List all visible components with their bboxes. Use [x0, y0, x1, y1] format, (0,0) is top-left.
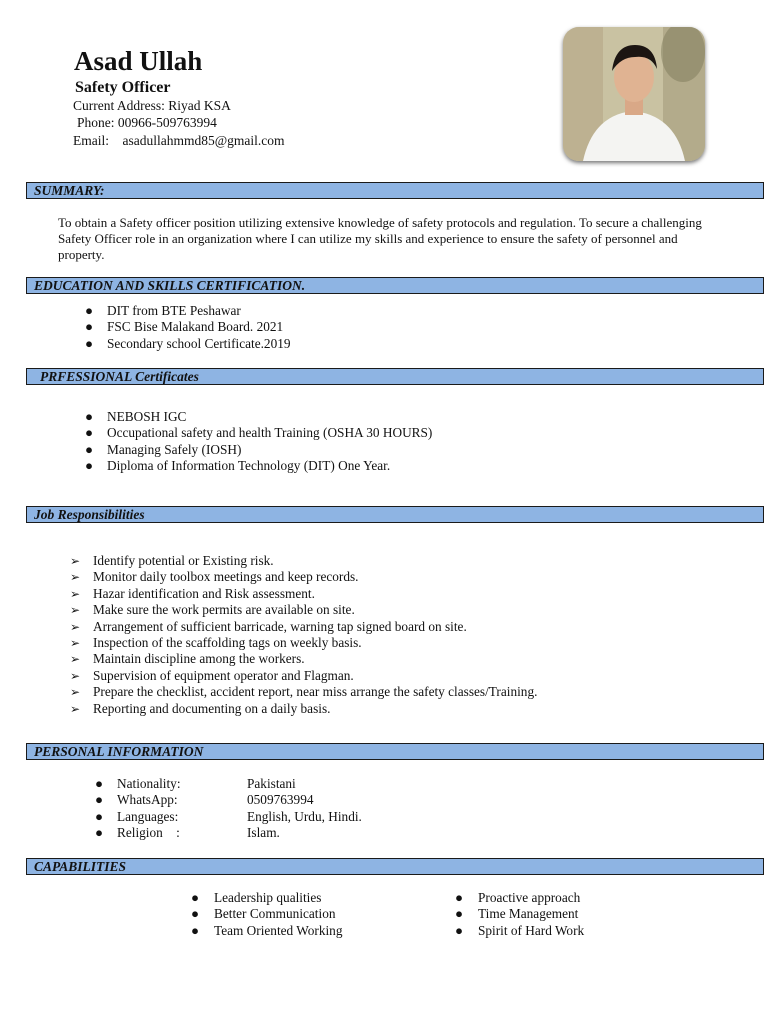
responsibilities-heading: Job Responsibilities: [26, 506, 764, 523]
disc-bullet-icon: ●: [85, 425, 94, 441]
disc-bullet-icon: ●: [85, 303, 94, 318]
list-item: ➢ Identify potential or Existing risk.: [70, 553, 274, 568]
phone: Phone: 00966-509763994: [77, 115, 217, 130]
responsibilities-list: [70, 553, 537, 717]
arrow-bullet-icon: ➢: [70, 636, 81, 651]
list-item: ● Time Management: [455, 906, 579, 922]
disc-bullet-icon: ●: [455, 922, 464, 938]
list-item: ➢ Arrangement of sufficient barricade, warning tap signed board on site.: [70, 618, 467, 634]
list-item: ● Better Communication: [191, 906, 336, 922]
capabilities-list-right: [455, 890, 584, 939]
list-item: ● Leadership qualities: [191, 890, 322, 905]
arrow-bullet-icon: ➢: [70, 570, 81, 585]
certificates-heading: PRFESSIONAL Certificates: [26, 368, 764, 385]
email-value: asadullahmmd85@gmail.com: [122, 133, 285, 148]
list-item: ● Nationality: Pakistani: [95, 776, 296, 791]
disc-bullet-icon: ●: [455, 906, 464, 922]
list-item: ● NEBOSH IGC: [85, 409, 187, 424]
education-list: [79, 303, 291, 352]
list-item: ● Religion : Islam.: [95, 825, 280, 841]
list-item: ● Occupational safety and health Training (OSHA 30 HOURS): [85, 425, 433, 441]
list-item: ➢ Make sure the work permits are available on site.: [70, 602, 355, 618]
list-item: ● FSC Bise Malakand Board. 2021: [85, 319, 284, 335]
list-item: ➢ Hazar identification and Risk assessment.: [70, 585, 315, 601]
summary-heading: SUMMARY:: [26, 182, 764, 199]
capabilities-heading: CAPABILITIES: [26, 858, 764, 875]
capabilities-list-left: [191, 890, 342, 939]
list-item: ● Managing Safely (IOSH): [85, 441, 242, 457]
disc-bullet-icon: ●: [95, 825, 104, 841]
personal-list: [89, 776, 362, 842]
job-title: Safety Officer: [75, 79, 171, 96]
list-item: ➢ Reporting and documenting on a daily basis.: [70, 700, 331, 716]
arrow-bullet-icon: ➢: [70, 603, 81, 618]
list-item: ● Proactive approach: [455, 890, 581, 905]
arrow-bullet-icon: ➢: [70, 619, 81, 634]
disc-bullet-icon: ●: [95, 776, 104, 791]
disc-bullet-icon: ●: [455, 890, 464, 905]
arrow-bullet-icon: ➢: [70, 668, 81, 683]
list-item: ● Team Oriented Working: [191, 922, 343, 938]
list-item: ➢ Inspection of the scaffolding tags on weekly basis.: [70, 635, 362, 651]
disc-bullet-icon: ●: [85, 335, 94, 351]
list-item: ➢ Monitor daily toolbox meetings and keep records.: [70, 569, 359, 585]
arrow-bullet-icon: ➢: [70, 701, 81, 716]
disc-bullet-icon: ●: [95, 808, 104, 824]
disc-bullet-icon: ●: [191, 922, 200, 938]
email-label: Email:: [73, 133, 109, 148]
list-item: ● DIT from BTE Peshawar: [85, 303, 241, 318]
certificates-list: [79, 409, 432, 475]
arrow-bullet-icon: ➢: [70, 586, 81, 601]
arrow-bullet-icon: ➢: [70, 685, 81, 700]
disc-bullet-icon: ●: [95, 792, 104, 808]
list-item: ➢ Supervision of equipment operator and Flagman.: [70, 667, 354, 683]
list-item: ● Languages: English, Urdu, Hindi.: [95, 808, 362, 824]
list-item: ➢ Maintain discipline among the workers.: [70, 651, 305, 667]
disc-bullet-icon: ●: [85, 441, 94, 457]
summary-text: To obtain a Safety officer position utilizing extensive knowledge of safety protocols and regulation. To secure a challenging Safety Officer role in an organization where I can utilize my skills and experience to ensure the safety of personnel and property.: [58, 215, 702, 262]
candidate-name: Asad Ullah: [74, 46, 203, 76]
personal-heading: PERSONAL INFORMATION: [26, 743, 764, 760]
disc-bullet-icon: ●: [85, 458, 94, 474]
list-item: ● Secondary school Certificate.2019: [85, 335, 291, 351]
disc-bullet-icon: ●: [85, 409, 94, 424]
list-item: ➢ Prepare the checklist, accident report, near miss arrange the safety classes/Training.: [70, 684, 538, 700]
disc-bullet-icon: ●: [191, 906, 200, 922]
disc-bullet-icon: ●: [191, 890, 200, 905]
list-item: ● WhatsApp: 0509763994: [95, 792, 314, 808]
profile-photo: [563, 27, 705, 161]
email-row: [73, 133, 285, 149]
arrow-bullet-icon: ➢: [70, 554, 81, 568]
list-item: ● Spirit of Hard Work: [455, 922, 585, 938]
education-heading: EDUCATION AND SKILLS CERTIFICATION.: [26, 277, 764, 294]
arrow-bullet-icon: ➢: [70, 652, 81, 667]
disc-bullet-icon: ●: [85, 319, 94, 335]
list-item: ● Diploma of Information Technology (DIT) One Year.: [85, 458, 391, 474]
address: Current Address: Riyad KSA: [73, 98, 231, 113]
